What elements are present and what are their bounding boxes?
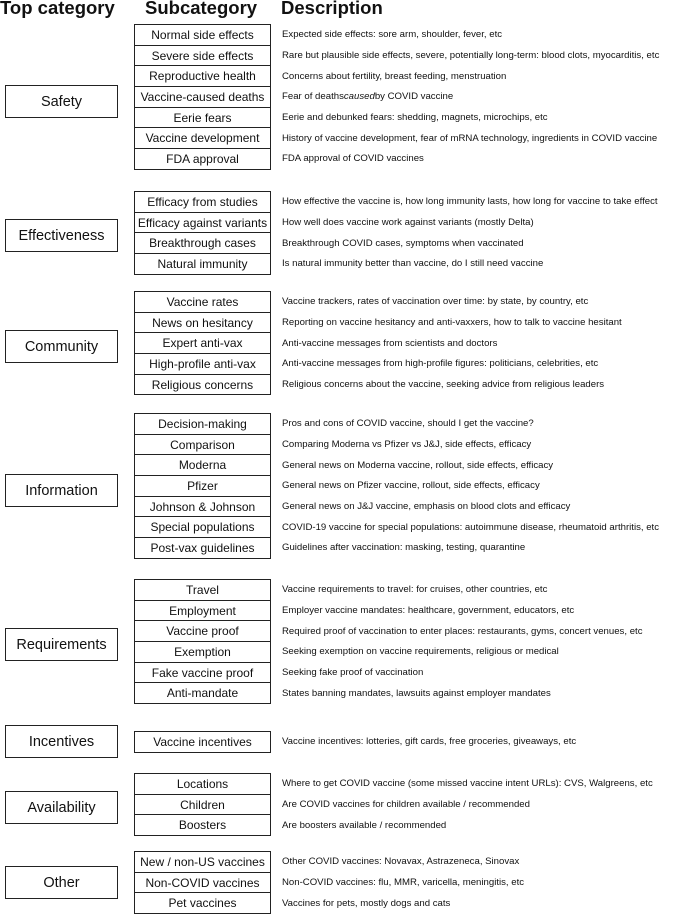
description-group-availability [282,773,685,836]
subcategory-box: Children [134,794,271,816]
description-text: Required proof of vaccination to enter places: restaurants, gyms, concert venues, etc [282,625,643,637]
description-text: Expected side effects: sore arm, shoulder, fever, etc [282,29,503,41]
description-group-effectiveness [282,191,685,275]
description-text: Is natural immunity better than vaccine, do I still need vaccine [282,258,544,270]
description-text: How effective the vaccine is, how long immunity lasts, how long for vaccine to take effect [282,196,658,208]
description-text: Employer vaccine mandates: healthcare, government, educators, etc [282,605,575,617]
subcategory-group-other [134,851,271,914]
subcategory-box: Vaccine incentives [134,731,271,753]
description-text: FDA approval of COVID vaccines [282,153,424,165]
subcategory-box: Anti-mandate [134,682,271,704]
description-text: Vaccine trackers, rates of vaccination over time: by state, by country, etc [282,296,589,308]
subcategory-box: Non-COVID vaccines [134,872,271,894]
description-text: Are boosters available / recommended [282,819,447,831]
subcategory-box: Vaccine rates [134,291,271,313]
subcategory-box: Vaccine development [134,127,271,149]
top-category-other: Other [5,866,118,899]
subcategory-box: Vaccine-caused deaths [134,86,271,108]
description-text: How well does vaccine work against variants (mostly Delta) [282,217,534,229]
subcategory-box: Special populations [134,516,271,538]
description-text: Where to get COVID vaccine (some missed vaccine intent URLs): CVS, Walgreens, etc [282,778,653,790]
subcategory-box: Fake vaccine proof [134,662,271,684]
header-description: Description [281,0,383,18]
subcategory-box: Exemption [134,641,271,663]
description-text: Anti-vaccine messages from high-profile figures: politicians, celebrities, etc [282,358,599,370]
description-text: Concerns about fertility, breast feeding, menstruation [282,70,507,82]
description-group-safety [282,24,685,170]
subcategory-box: Employment [134,600,271,622]
header-subcategory: Subcategory [145,0,258,18]
subcategory-group-incentives [134,731,271,753]
top-category-information: Information [5,474,118,507]
description-text: Other COVID vaccines: Novavax, Astrazeneca, Sinovax [282,856,520,868]
description-text: Non-COVID vaccines: flu, MMR, varicella, meningitis, etc [282,877,525,889]
description-text: States banning mandates, lawsuits against employer mandates [282,687,551,699]
subcategory-box: News on hesitancy [134,312,271,334]
subcategory-box: Natural immunity [134,253,271,275]
top-category-effectiveness: Effectiveness [5,219,118,252]
subcategory-box: Efficacy against variants [134,212,271,234]
subcategory-box: Pfizer [134,475,271,497]
emphasis-text: caused [343,91,375,103]
subcategory-group-information [134,413,271,559]
subcategory-box: Locations [134,773,271,795]
description-text: Rare but plausible side effects, severe, potentially long-term: blood clots, myocarditis, etc [282,50,660,62]
description-text: General news on Moderna vaccine, rollout, side effects, efficacy [282,459,554,471]
subcategory-group-safety [134,24,271,170]
subcategory-box: Pet vaccines [134,892,271,914]
description-text: Vaccine requirements to travel: for cruises, other countries, etc [282,584,548,596]
subcategory-box: Severe side effects [134,45,271,67]
description-text: Seeking exemption on vaccine requirements, religious or medical [282,646,559,658]
subcategory-box: Vaccine proof [134,620,271,642]
subcategory-box: Comparison [134,434,271,456]
description-text: Pros and cons of COVID vaccine, should I get the vaccine? [282,418,534,430]
subcategory-box: New / non-US vaccines [134,851,271,873]
subcategory-box: Moderna [134,454,271,476]
description-text: Comparing Moderna vs Pfizer vs J&J, side effects, efficacy [282,439,532,451]
subcategory-group-availability [134,773,271,836]
subcategory-group-requirements [134,579,271,704]
subcategory-box: Religious concerns [134,374,271,396]
description-text: Seeking fake proof of vaccination [282,667,424,679]
subcategory-box: Johnson & Johnson [134,496,271,518]
description-group-community [282,291,685,395]
subcategory-box: FDA approval [134,148,271,170]
top-category-availability: Availability [5,791,118,824]
subcategory-box: Normal side effects [134,24,271,46]
top-category-incentives: Incentives [5,725,118,758]
description-group-requirements [282,579,685,704]
description-text: General news on Pfizer vaccine, rollout, side effects, efficacy [282,480,540,492]
description-text: Anti-vaccine messages from scientists and doctors [282,337,498,349]
top-category-requirements: Requirements [5,628,118,661]
description-text: Guidelines after vaccination: masking, testing, quarantine [282,542,526,554]
subcategory-box: Reproductive health [134,65,271,87]
subcategory-box: Boosters [134,814,271,836]
subcategory-box: High-profile anti-vax [134,353,271,375]
description-text: Vaccine incentives: lotteries, gift cards, free groceries, giveaways, etc [282,736,577,748]
subcategory-box: Decision-making [134,413,271,435]
subcategory-box: Post-vax guidelines [134,537,271,559]
description-text: Breakthrough COVID cases, symptoms when vaccinated [282,237,524,249]
description-text: Religious concerns about the vaccine, seeking advice from religious leaders [282,379,605,391]
subcategory-group-community [134,291,271,395]
description-text: Reporting on vaccine hesitancy and anti-vaxxers, how to talk to vaccine hesitant [282,317,622,329]
top-category-safety: Safety [5,85,118,118]
description-text: COVID-19 vaccine for special populations: autoimmune disease, rheumatoid arthritis, etc [282,521,660,533]
description-text: Vaccines for pets, mostly dogs and cats [282,897,451,909]
subcategory-group-effectiveness [134,191,271,275]
description-group-information [282,413,685,559]
description-text: Are COVID vaccines for children available / recommended [282,799,530,811]
description-text: Eerie and debunked fears: shedding, magnets, microchips, etc [282,112,548,124]
description-group-incentives [282,731,685,753]
subcategory-box: Breakthrough cases [134,232,271,254]
top-category-community: Community [5,330,118,363]
header-top-category: Top category [0,0,115,18]
subcategory-box: Expert anti-vax [134,332,271,354]
description-text: Fear of deaths caused by COVID vaccine [282,91,454,103]
description-text: History of vaccine development, fear of mRNA technology, ingredients in COVID vaccine [282,132,658,144]
description-text: General news on J&J vaccine, emphasis on blood clots and efficacy [282,501,571,513]
subcategory-box: Eerie fears [134,107,271,129]
description-group-other [282,851,685,914]
subcategory-box: Efficacy from studies [134,191,271,213]
subcategory-box: Travel [134,579,271,601]
